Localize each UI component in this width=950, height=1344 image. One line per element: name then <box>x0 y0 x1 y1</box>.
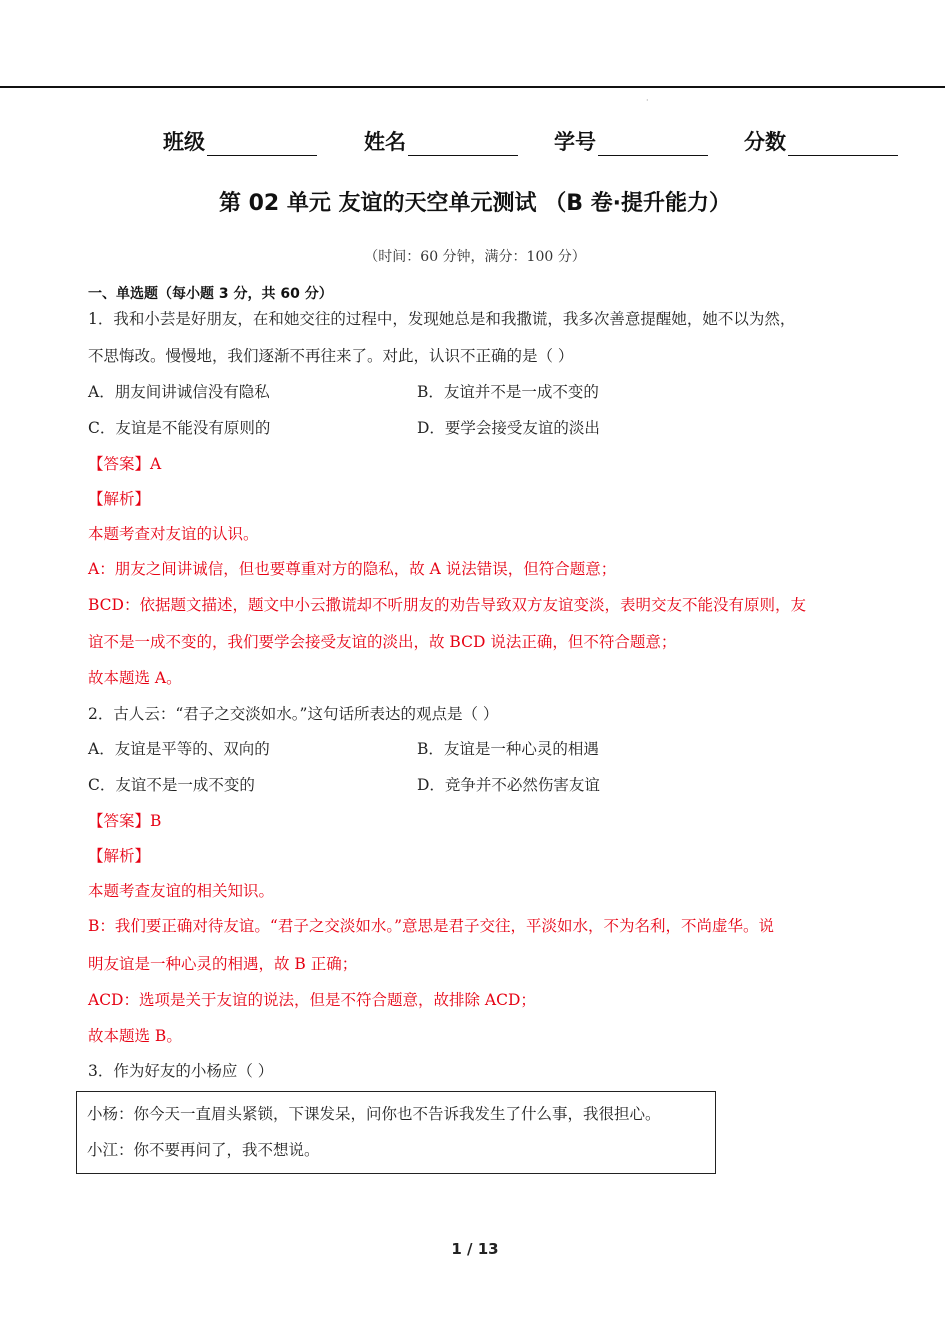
q1-option-d[interactable]: D．要学会接受友谊的淡出 <box>417 419 600 437</box>
class-blank[interactable] <box>207 133 317 156</box>
student-id-field <box>554 126 708 156</box>
q2-stem: 2．古人云：“君子之交淡如水。”这句话所表达的观点是（ ） <box>88 705 499 723</box>
name-blank[interactable] <box>408 133 518 156</box>
header-rule <box>0 86 945 88</box>
q3-dialog-line2: 小江：你不要再问了，我不想说。 <box>87 1141 320 1159</box>
q1-explanation-5: 故本题选 A。 <box>88 669 182 687</box>
name-field <box>364 126 518 156</box>
score-blank[interactable] <box>788 133 898 156</box>
q1-explanation-4: 谊不是一成不变的，我们要学会接受友谊的淡出，故 BCD 说法正确，但不符合题意； <box>88 633 677 651</box>
q1-option-a[interactable]: A．朋友间讲诚信没有隐私 <box>88 383 270 401</box>
q1-option-c[interactable]: C．友谊是不能没有原则的 <box>88 419 271 437</box>
q3-stem: 3．作为好友的小杨应（ ） <box>88 1062 274 1080</box>
q2-analysis-label: 【解析】 <box>88 847 151 865</box>
class-field <box>163 126 317 156</box>
q2-explanation-5: 故本题选 B。 <box>88 1027 182 1045</box>
q2-explanation-4: ACD：选项是关于友谊的说法，但是不符合题意，故排除 ACD； <box>88 991 536 1009</box>
q1-stem-line2: 不思悔改。慢慢地，我们逐渐不再往来了。对此，认识不正确的是（ ） <box>88 347 574 365</box>
document-title: 第 02 单元 友谊的天空单元测试 （B 卷·提升能力） <box>218 191 732 216</box>
q2-explanation-2: B：我们要正确对待友谊。“君子之交淡如水。”意思是君子交往，平淡如水，不为名利，不尚虚华。说 <box>88 917 774 935</box>
q1-option-b[interactable]: B．友谊并不是一成不变的 <box>417 383 599 401</box>
student-id-label: 学号 <box>554 130 596 154</box>
q3-dialog-box <box>76 1091 716 1174</box>
section-heading: 一、单选题（每小题 3 分，共 60 分） <box>88 286 333 302</box>
q2-explanation-3: 明友谊是一种心灵的相遇，故 B 正确； <box>88 955 358 973</box>
q2-option-a[interactable]: A．友谊是平等的、双向的 <box>88 740 270 758</box>
score-label: 分数 <box>744 130 786 154</box>
q1-analysis-label: 【解析】 <box>88 490 151 508</box>
q1-explanation-3: BCD：依据题文描述，题文中小云撒谎却不听朋友的劝告导致双方友谊变淡，表明交友不能没有原则，友 <box>88 596 806 614</box>
q1-explanation-1: 本题考查对友谊的认识。 <box>88 525 259 543</box>
header-dot: · <box>646 96 649 105</box>
name-label: 姓名 <box>364 130 406 154</box>
q2-option-d[interactable]: D．竞争并不必然伤害友谊 <box>417 776 600 794</box>
q2-option-b[interactable]: B．友谊是一种心灵的相遇 <box>417 740 599 758</box>
score-field <box>744 126 898 156</box>
document-subtitle: （时间：60 分钟，满分：100 分） <box>364 249 586 265</box>
student-id-blank[interactable] <box>598 133 708 156</box>
student-info-fields <box>0 126 950 160</box>
class-label: 班级 <box>163 130 205 154</box>
q1-explanation-2: A：朋友之间讲诚信，但也要尊重对方的隐私，故 A 说法错误，但符合题意； <box>88 560 617 578</box>
q2-answer: 【答案】B <box>88 812 162 830</box>
q3-dialog-line1: 小杨：你今天一直眉头紧锁，下课发呆，问你也不告诉我发生了什么事，我很担心。 <box>87 1105 661 1123</box>
q1-answer: 【答案】A <box>88 455 162 473</box>
q2-explanation-1: 本题考查友谊的相关知识。 <box>88 882 275 900</box>
q1-stem-line1: 1．我和小芸是好朋友，在和她交往的过程中，发现她总是和我撒谎，我多次善意提醒她，她不以为然， <box>88 310 796 328</box>
q2-option-c[interactable]: C．友谊不是一成不变的 <box>88 776 255 794</box>
page-number: 1 / 13 <box>451 1240 499 1258</box>
